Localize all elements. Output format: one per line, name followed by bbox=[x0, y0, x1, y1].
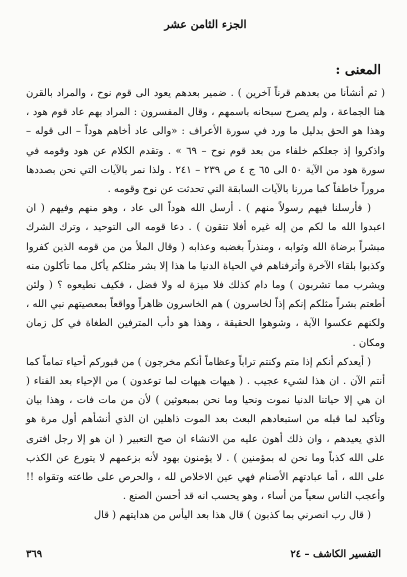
paragraph-2: ( فأرسلنا فيهم رسولاً منهم ) . أرسل الله هوداً الى عاد ، وهو منهم وفيهم ( ان اعبدوا الله ما لكم من إله غيره أفلا تتقون ) . دعا قومه الى التوحيد ، وترك الشرك مبشراً برضاة الله وثوابه ، ومنذراً بغضبه وعذابه ( وقال الملأ من من قومه الذين كفروا وكذبوا بلقاء الآخرة وأترفناهم في الحياة الدنيا ما هذا إلا بشر مثلكم يأكل مما تأكلون منه ويشرب مما تشربون ) وما دام كذلك فلا ميزة له ولا فضل ، فكيف نطيعوه ؟ ( ولئن أطعتم بشراً مثلكم إنكم إذاً لخاسرون ) هم الخاسرون ظاهراً وواقعاً بمعصيتهم نبي الله ، ولكنهم عكسوا الآية ، وشوهوا الحقيقة ، وهذا هو دأب المترفين الطغاة في كل زمان ومكان . bbox=[26, 203, 385, 349]
running-head: الجزء الثامن عشر bbox=[164, 18, 247, 31]
section-heading: المعنى : bbox=[335, 63, 381, 78]
paragraph-4: ( قال رب انصرني بما كذبون ) قال هذا بعد اليأس من هدايتهم ( قال bbox=[93, 510, 371, 522]
paragraph-3: ( أيعدكم أنكم إذا متم وكنتم تراباً وعظاماً أنكم مخرجون ) من قبوركم أحياء تماماً كما أنتم الآن . ان هذا لشيء عجيب . ( هيهات هيهات لما توعدون ) من الإحياء بعد الفناء ( ان هي إلا حياتنا الدنيا نموت ونحيا وما نحن بمبعوثين ) لأن من مات فات ، وهذا بيان وتأكيد لما قبله من استبعادهم البعث بعد الموت ذاهلين ان الذي أنشأهم أول مرة هو الذي يعيدهم ، وان ذلك أهون عليه من الانشاء ان صح التعبير ( ان هو إلا رجل افترى على الله كذباً وما نحن له بمؤمنين ) . لا يؤمنون بهود لأنه بزعمهم لا يتورع عن الكذب على الله ، أما عبادتهم الأصنام فهي عين الاخلاص لله ، والحرص على طاعته وتقواه !! وأعجب الناس سعياً من أساء ، وهو يحسب انه قد أحسن الصنع . bbox=[26, 356, 385, 503]
paragraph-1: ( ثم أنشأنا من بعدهم قرناً آخرين ) . ضمير بعدهم يعود الى قوم نوح ، والمراد بالقرن هنا الجماعة ، ولم يصرح سبحانه باسمهم ، وقال المفسرون : المراد بهم عاد قوم هود ، وهذا هو الحق بدليل ما ورد في سورة الأعراف : «والى عاد أخاهم هوداً – الى قوله – واذكروا إذ جعلكم خلفاء من بعد قوم نوح – ٦٩ » . وتقدم الكلام عن هود وقومه في سورة هود من الآية ٥٠ الى ٦٥ ج ٤ ص ٢٣٩ – ٢٤١ . ولذا نمر بالآيات التي نحن بصددها مروراً خاطفاً كما مررنا بالآيات السابقة التي تحدثت عن نوح وقومه . bbox=[26, 88, 385, 196]
page-number: ٣٦٩ bbox=[26, 549, 43, 560]
page-footer bbox=[26, 548, 381, 562]
footer-book-title: التفسير الكاشف – ٢٤ bbox=[290, 549, 381, 560]
body-text bbox=[26, 84, 385, 526]
